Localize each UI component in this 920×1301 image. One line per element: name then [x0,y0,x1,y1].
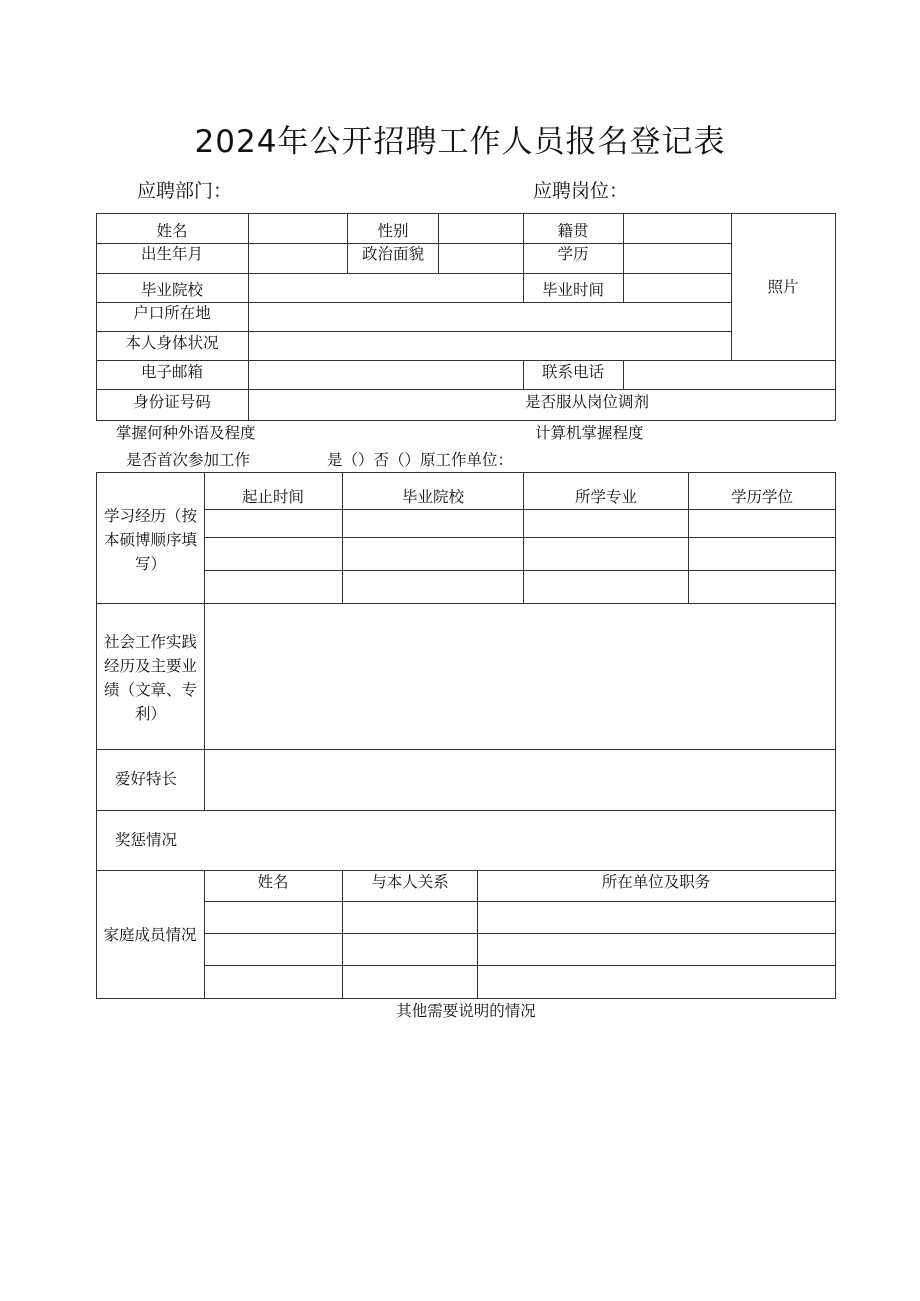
study-row[interactable] [205,510,835,537]
id-number-field[interactable] [249,390,523,420]
computer-skill-label: 计算机掌握程度 [535,424,644,442]
hobby-label: 爱好特长 [114,770,178,788]
grad-time-field[interactable] [624,274,731,302]
awards-field[interactable] [205,811,835,870]
health-field[interactable] [249,332,731,360]
family-col-relation: 与本人关系 [371,873,449,891]
phone-label: 联系电话 [541,363,605,381]
study-col-major: 所学专业 [574,488,638,506]
grad-time-label: 毕业时间 [541,281,605,299]
study-history-label: 学习经历（按本硕博顺序填写） [103,507,197,573]
foreign-language-label: 掌握何种外语及程度 [116,424,256,442]
education-label: 学历 [557,245,589,263]
family-row[interactable] [205,966,835,998]
native-place-field[interactable] [624,214,731,243]
study-row[interactable] [205,538,835,570]
native-place-label: 籍贯 [557,222,589,240]
position-label: 应聘岗位： [533,180,629,202]
email-field[interactable] [249,361,523,389]
obey-adjust-label: 是否服从岗位调剂 [525,393,650,411]
family-row[interactable] [205,902,835,933]
first-job-label: 是否首次参加工作 [126,451,251,469]
hobby-field[interactable] [205,750,835,810]
form-title: 2024年公开招聘工作人员报名登记表 [194,124,726,160]
hukou-label: 户口所在地 [133,304,211,322]
awards-label: 奖惩情况 [114,831,178,849]
hukou-field[interactable] [249,303,731,331]
political-field[interactable] [439,244,523,273]
email-label: 电子邮箱 [140,363,204,381]
phone-field[interactable] [624,361,835,389]
other-notes-label: 其他需要说明的情况 [396,1002,536,1020]
family-col-name: 姓名 [257,873,289,891]
social-practice-field[interactable] [205,604,835,749]
political-label: 政治面貌 [361,245,425,263]
gender-label: 性别 [377,222,409,240]
name-field[interactable] [249,214,347,243]
study-col-period: 起止时间 [241,488,305,506]
gender-field[interactable] [439,214,523,243]
social-practice-label: 社会工作实践经历及主要业绩（文章、专利） [103,633,197,723]
birth-field[interactable] [249,244,347,273]
family-col-employer: 所在单位及职务 [601,873,711,891]
school-field[interactable] [249,274,523,302]
birth-label: 出生年月 [140,245,204,263]
family-row[interactable] [205,934,835,965]
school-label: 毕业院校 [140,281,204,299]
study-col-degree: 学历学位 [730,488,794,506]
study-row[interactable] [205,571,835,603]
name-label: 姓名 [156,222,188,240]
family-label: 家庭成员情况 [103,926,197,944]
health-label: 本人身体状况 [125,334,219,352]
study-col-school: 毕业院校 [401,488,465,506]
education-field[interactable] [624,244,731,273]
first-job-options[interactable]: 是（）否（）原工作单位： [327,451,514,469]
department-label: 应聘部门： [137,180,233,202]
photo-box: 照片 [767,278,799,296]
id-number-label: 身份证号码 [133,393,211,411]
